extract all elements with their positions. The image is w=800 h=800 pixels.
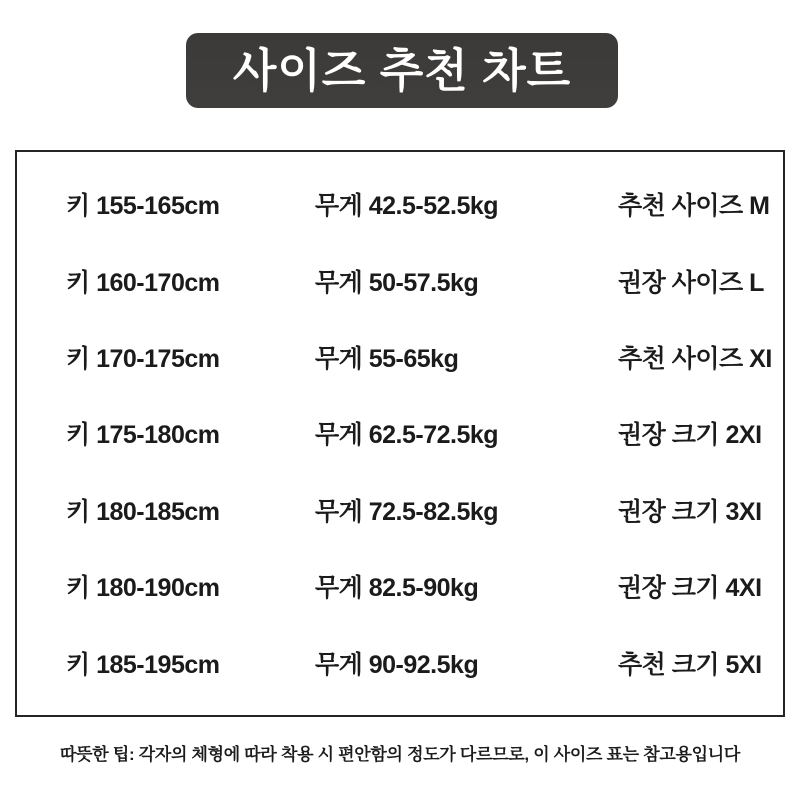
height-cell: 키 180-185cm <box>66 497 220 526</box>
table-row <box>17 472 783 548</box>
size-table <box>15 150 785 717</box>
weight-cell: 무게 42.5-52.5kg <box>315 192 499 221</box>
weight-cell: 무게 62.5-72.5kg <box>315 421 499 450</box>
title-banner <box>186 33 618 108</box>
footer-note: 따뜻한 팁: 각자의 체형에 따라 착용 시 편안함의 정도가 다르므로, 이 사이즈 표는 참고용입니다 <box>60 745 740 764</box>
size-cell: 추천 사이즈 M <box>618 192 770 221</box>
height-cell: 키 170-175cm <box>66 345 220 374</box>
height-cell: 키 175-180cm <box>66 421 220 450</box>
size-cell: 추천 크기 5XI <box>618 650 762 679</box>
height-cell: 키 185-195cm <box>66 650 220 679</box>
size-cell: 권장 크기 4XI <box>618 574 762 603</box>
size-cell: 추천 사이즈 XI <box>618 345 772 374</box>
table-row <box>17 166 783 242</box>
table-row <box>17 625 783 701</box>
weight-cell: 무게 50-57.5kg <box>315 268 479 297</box>
page-title: 사이즈 추천 차트 <box>232 44 572 97</box>
size-cell: 권장 크기 3XI <box>618 497 762 526</box>
weight-cell: 무게 82.5-90kg <box>315 574 479 603</box>
size-cell: 권장 사이즈 L <box>618 268 764 297</box>
size-cell: 권장 크기 2XI <box>618 421 762 450</box>
weight-cell: 무게 72.5-82.5kg <box>315 497 499 526</box>
table-row <box>17 548 783 624</box>
height-cell: 키 160-170cm <box>66 268 220 297</box>
weight-cell: 무게 55-65kg <box>315 345 459 374</box>
height-cell: 키 155-165cm <box>66 192 220 221</box>
height-cell: 키 180-190cm <box>66 574 220 603</box>
table-row <box>17 242 783 318</box>
table-row <box>17 395 783 471</box>
weight-cell: 무게 90-92.5kg <box>315 650 479 679</box>
table-row <box>17 319 783 395</box>
